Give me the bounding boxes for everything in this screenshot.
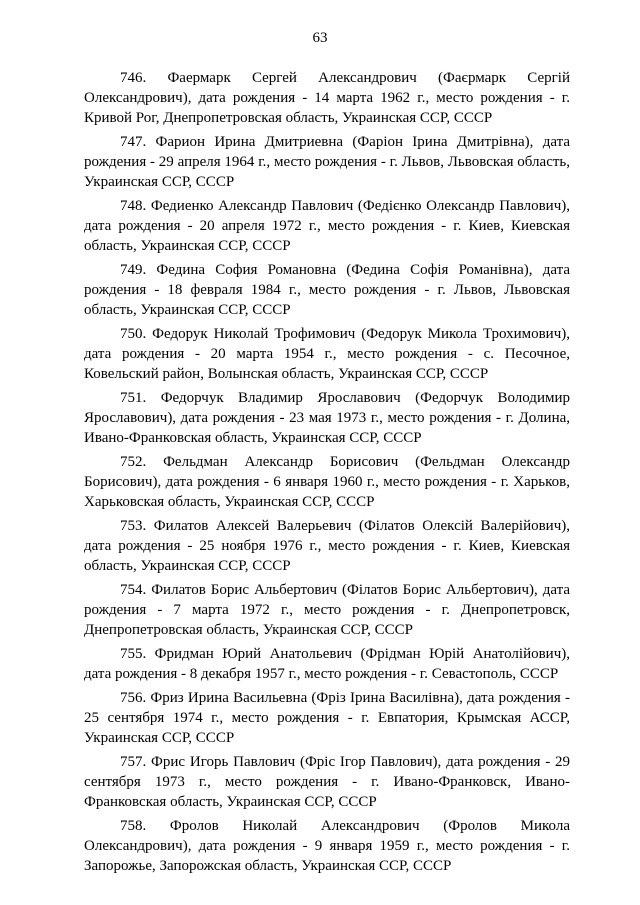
list-entry: 756. Фриз Ирина Васильевна (Фріз Ірина Василівна), дата рождения - 25 сентября 1974 г., место рождения - г. Евпатория, Крымская АССР, Украинская ССР, СССР: [84, 690, 570, 746]
list-entry: 746. Фаермарк Сергей Александрович (Фаєрмарк Сергій Олександрович), дата рождения - 14 марта 1962 г., место рождения - г. Кривой Рог, Днепропетровская область, Украинская ССР, СССР: [84, 70, 570, 126]
entry-list: [84, 68, 570, 880]
list-entry: 750. Федорук Николай Трофимович (Федорук Микола Трохимович), дата рождения - 20 марта 1954 г., место рождения - с. Песочное, Ковельский район, Волынская область, Украинская ССР, СССР: [84, 326, 570, 382]
list-entry: 748. Федиенко Александр Павлович (Федієнко Олександр Павлович), дата рождения - 20 апреля 1972 г., место рождения - г. Киев, Киевская область, Украинская ССР, СССР: [84, 198, 570, 254]
list-entry: 758. Фролов Николай Александрович (Фролов Микола Олександрович), дата рождения - 9 января 1959 г., место рождения - г. Запорожье, Запорожская область, Украинская ССР, СССР: [84, 818, 570, 874]
list-entry: 753. Филатов Алексей Валерьевич (Філатов Олексій Валерійович), дата рождения - 25 ноября 1976 г., место рождения - г. Киев, Киевская область, Украинская ССР, СССР: [84, 518, 570, 574]
list-entry: 747. Фарион Ирина Дмитриевна (Фаріон Ірина Дмитрівна), дата рождения - 29 апреля 1964 г., место рождения - г. Львов, Львовская область, Украинская ССР, СССР: [84, 134, 570, 190]
list-entry: 754. Филатов Борис Альбертович (Філатов Борис Альбертович), дата рождения - 7 марта 1972 г., место рождения - г. Днепропетровск, Днепропетровская область, Украинская ССР, СССР: [84, 582, 570, 638]
list-entry: 752. Фельдман Александр Борисович (Фельдман Олександр Борисович), дата рождения - 6 января 1960 г., место рождения - г. Харьков, Харьковская область, Украинская ССР, СССР: [84, 454, 570, 510]
list-entry: 755. Фридман Юрий Анатольевич (Фрідман Юрій Анатолійович), дата рождения - 8 декабря 1957 г., место рождения - г. Севастополь, СССР: [84, 646, 570, 682]
list-entry: 757. Фрис Игорь Павлович (Фріс Ігор Павлович), дата рождения - 29 сентября 1973 г., место рождения - г. Ивано-Франковск, Ивано-Франковская область, Украинская ССР, СССР: [84, 754, 570, 810]
list-entry: 749. Федина София Романовна (Федина Софія Романівна), дата рождения - 18 февраля 1984 г., место рождения - г. Львов, Львовская область, Украинская ССР, СССР: [84, 262, 570, 318]
page-number: 63: [312, 30, 328, 46]
list-entry: 751. Федорчук Владимир Ярославович (Федорчук Володимир Ярославович), дата рождения - 23 мая 1973 г., место рождения - г. Долина, Ивано-Франковская область, Украинская ССР, СССР: [84, 390, 570, 446]
